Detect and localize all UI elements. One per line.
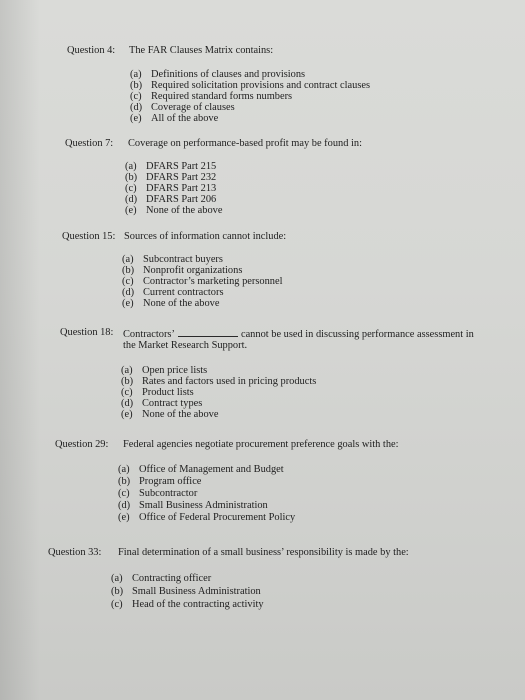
question-29 — [55, 439, 495, 534]
option-letter: (d) — [125, 194, 138, 205]
option-text: Contractor’s marketing personnel — [143, 276, 283, 287]
option-text: DFARS Part 232 — [146, 172, 217, 183]
question-text: Sources of information cannot include: — [124, 231, 287, 242]
option-letter: (c) — [121, 387, 133, 398]
question-label: Question 15: — [62, 231, 116, 242]
option-letter: (b) — [118, 476, 131, 487]
option-text: Nonprofit organizations — [143, 265, 243, 276]
option-text: Open price lists — [142, 365, 208, 376]
question-text — [123, 327, 474, 341]
question-15 — [62, 231, 502, 321]
option-letter: (c) — [111, 599, 123, 610]
option-letter: (d) — [121, 398, 134, 409]
option-letter: (d) — [118, 500, 131, 511]
option-text: None of the above — [142, 409, 219, 420]
option-letter: (a) — [121, 365, 133, 376]
option-text: Small Business Administration — [139, 500, 268, 511]
option-letter: (e) — [118, 512, 130, 523]
question-4 — [67, 45, 507, 135]
option-letter: (c) — [118, 488, 130, 499]
question-label: Question 7: — [65, 138, 114, 149]
option-text: DFARS Part 206 — [146, 194, 217, 205]
option-letter: (c) — [125, 183, 137, 194]
option-text: Small Business Administration — [132, 586, 261, 597]
question-label: Question 4: — [67, 45, 116, 56]
option-letter: (e) — [121, 409, 133, 420]
option-text: Subcontract buyers — [143, 254, 223, 265]
question-text: Federal agencies negotiate procurement preference goals with the: — [123, 439, 399, 450]
option-letter: (e) — [125, 205, 137, 216]
option-letter: (a) — [122, 254, 134, 265]
option-text: All of the above — [151, 113, 219, 124]
question-33 — [48, 547, 508, 627]
option-text: Definitions of clauses and provisions — [151, 69, 306, 80]
option-text: DFARS Part 215 — [146, 161, 217, 172]
option-text: None of the above — [146, 205, 223, 216]
option-text: Subcontractor — [139, 488, 198, 499]
option-letter: (b) — [122, 265, 135, 276]
option-letter: (b) — [130, 80, 143, 91]
question-label: Question 33: — [48, 547, 102, 558]
page-shadow — [0, 0, 40, 700]
question-text: Coverage on performance-based profit may be found in: — [128, 138, 362, 149]
option-letter: (c) — [130, 91, 142, 102]
option-text: Head of the contracting activity — [132, 599, 264, 610]
question-text-end: cannot be used in discussing performance assessment in — [240, 329, 474, 340]
option-letter: (e) — [130, 113, 142, 124]
option-letter: (a) — [130, 69, 142, 80]
question-7 — [65, 138, 505, 228]
question-text-line2: the Market Research Support. — [123, 340, 248, 351]
option-text: Required solicitation provisions and contract clauses — [151, 80, 371, 91]
option-text: Program office — [139, 476, 202, 487]
option-text: DFARS Part 213 — [146, 183, 217, 194]
question-text-start: Contractors’ — [123, 329, 175, 340]
question-label: Question 29: — [55, 439, 109, 450]
option-letter: (d) — [122, 287, 135, 298]
option-text: Contracting officer — [132, 573, 212, 584]
option-letter: (c) — [122, 276, 134, 287]
answer-blank — [178, 327, 238, 337]
question-text: The FAR Clauses Matrix contains: — [129, 45, 274, 56]
option-text: Required standard forms numbers — [151, 91, 293, 102]
option-letter: (a) — [118, 464, 130, 475]
option-letter: (a) — [125, 161, 137, 172]
option-letter: (b) — [125, 172, 138, 183]
option-text: Rates and factors used in pricing products — [142, 376, 317, 387]
option-text: Contract types — [142, 398, 203, 409]
option-text: None of the above — [143, 298, 220, 309]
option-letter: (d) — [130, 102, 143, 113]
question-label: Question 18: — [60, 327, 114, 338]
option-text: Coverage of clauses — [151, 102, 235, 113]
option-letter: (e) — [122, 298, 134, 309]
option-text: Office of Federal Procurement Policy — [139, 512, 296, 523]
option-text: Office of Management and Budget — [139, 464, 284, 475]
option-letter: (b) — [121, 376, 134, 387]
option-text: Product lists — [142, 387, 194, 398]
option-letter: (b) — [111, 586, 124, 597]
option-text: Current contractors — [143, 287, 224, 298]
question-text: Final determination of a small business’ responsibility is made by the: — [118, 547, 409, 558]
option-letter: (a) — [111, 573, 123, 584]
question-18 — [60, 327, 510, 427]
